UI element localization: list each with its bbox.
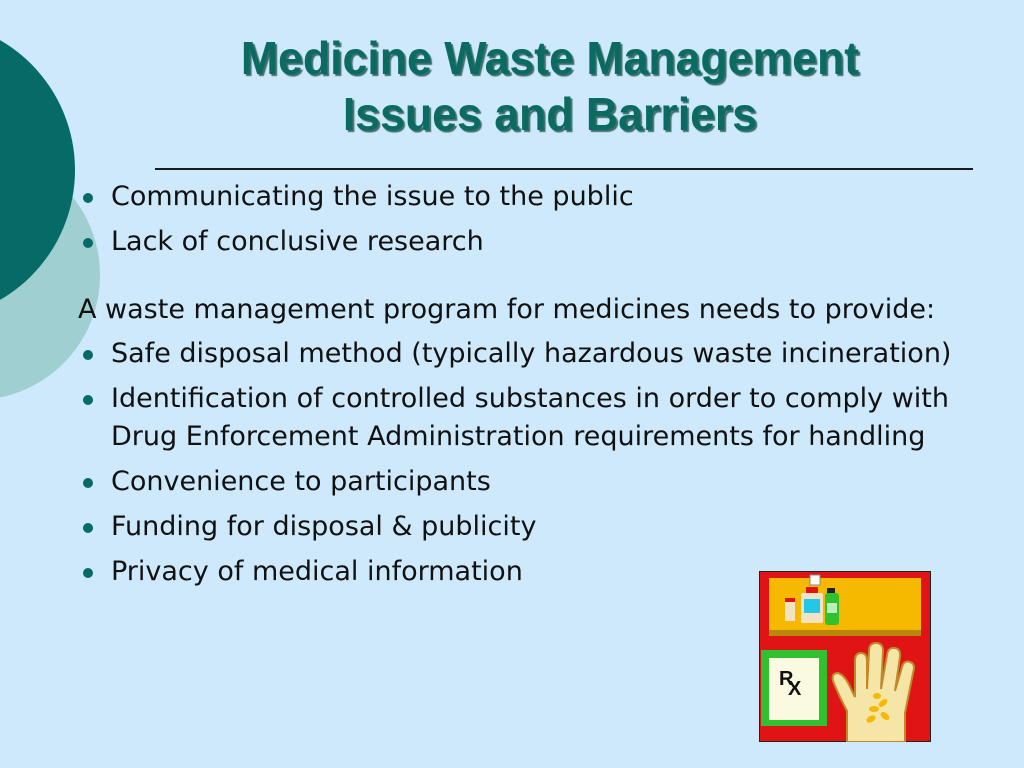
bullet-item-issue-2 bbox=[78, 223, 1018, 261]
bullet-item-requirement-3 bbox=[78, 463, 1018, 501]
slide-title bbox=[133, 30, 967, 142]
bullet-dot-icon bbox=[83, 568, 93, 578]
bullet-item-issue-1 bbox=[78, 178, 1018, 216]
bullet-dot-icon bbox=[83, 395, 93, 405]
rx-letter-r: R bbox=[779, 668, 794, 690]
bullet-dot-icon bbox=[83, 350, 93, 360]
bullet-dot-icon bbox=[83, 193, 93, 203]
bullet-text: Funding for disposal & publicity bbox=[111, 511, 537, 542]
program-intro-text: A waste management program for medicines needs to provide: bbox=[78, 294, 936, 325]
bullet-item-requirement-4 bbox=[78, 508, 1018, 546]
slide-title-line-2: Issues and Barriers bbox=[342, 88, 758, 140]
bullet-dot-icon bbox=[83, 478, 93, 488]
bullet-text: Identification of controlled substances in order to comply with Drug Enforcement Administration requirements for handling bbox=[111, 383, 949, 452]
slide-body bbox=[78, 178, 1018, 598]
pharmacy-clipart-image bbox=[759, 571, 931, 742]
bullet-text: Safe disposal method (typically hazardous waste incineration) bbox=[111, 338, 952, 369]
bullet-text: Lack of conclusive research bbox=[111, 226, 484, 257]
bullet-text: Privacy of medical information bbox=[111, 556, 523, 587]
rx-letter-x: X bbox=[788, 678, 802, 700]
bullet-text: Convenience to participants bbox=[111, 466, 491, 497]
bullet-dot-icon bbox=[83, 238, 93, 248]
bullet-item-requirement-2 bbox=[78, 380, 1018, 456]
slide-title-line-1: Medicine Waste Management bbox=[240, 32, 860, 84]
title-divider bbox=[155, 168, 973, 170]
bullet-dot-icon bbox=[83, 523, 93, 533]
bullet-text: Communicating the issue to the public bbox=[111, 181, 634, 212]
bullet-item-requirement-1 bbox=[78, 335, 1018, 373]
